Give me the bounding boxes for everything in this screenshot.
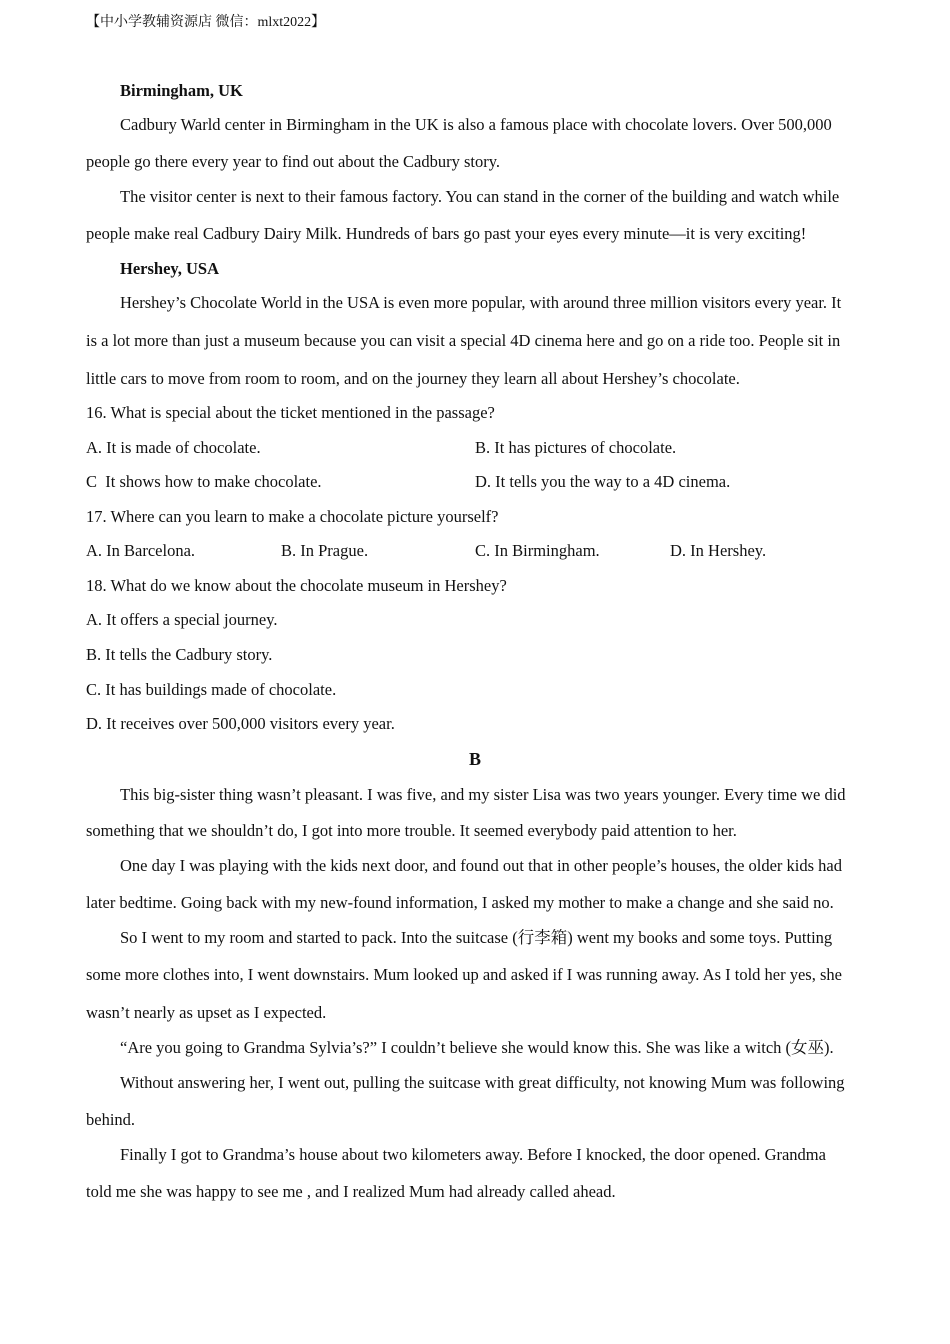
paragraph-line: Hershey’s Chocolate World in the USA is even more popular, with around three million visitors every year. It [120,293,842,312]
q16-option-a: A. It is made of chocolate. [86,438,261,457]
paragraph-line: people make real Cadbury Dairy Milk. Hundreds of bars go past your eyes every minute—it is very exciting! [86,224,807,243]
q17-option-a: A. In Barcelona. [86,541,196,560]
paragraph-line: Cadbury Warld center in Birmingham in the UK is also a famous place with chocolate lovers. Over 500,000 [120,115,832,134]
q17-option-b: B. In Prague. [281,541,369,560]
paragraph-line: One day I was playing with the kids next door, and found out that in other people’s houses, the older kids had [120,856,842,875]
q16-option-d: D. It tells you the way to a 4D cinema. [475,472,731,491]
paragraph-line: something that we shouldn’t do, I got into more trouble. It seemed everybody paid attention to her. [86,821,737,840]
paragraph-line: wasn’t nearly as upset as I expected. [86,1003,327,1022]
q17-option-c: C. In Birmingham. [475,541,600,560]
paragraph-line: Without answering her, I went out, pulling the suitcase with great difficulty, not knowing Mum was following [120,1073,845,1092]
paragraph-line: told me she was happy to see me , and I realized Mum had already called ahead. [86,1182,616,1201]
paragraph-line: This big-sister thing wasn’t pleasant. I was five, and my sister Lisa was two years younger. Every time we did [120,785,846,804]
paragraph-line: Finally I got to Grandma’s house about two kilometers away. Before I knocked, the door opened. Grandma [120,1145,826,1164]
paragraph-line: “Are you going to Grandma Sylvia’s?” I couldn’t believe she would know this. She was like a witch (女巫). [120,1038,834,1057]
question-18: 18. What do we know about the chocolate museum in Hershey? [86,576,507,595]
page-header: 【中小学教辅资源店 微信：mlxt2022】 [86,15,326,30]
paragraph-line: people go there every year to find out about the Cadbury story. [86,152,501,171]
section-b-title: B [468,749,481,769]
heading-birmingham: Birmingham, UK [120,81,243,100]
q16-option-c: C It shows how to make chocolate. [86,472,322,491]
question-17: 17. Where can you learn to make a chocolate picture yourself? [86,507,499,526]
q17-option-d: D. In Hershey. [670,541,767,560]
q18-option-c: C. It has buildings made of chocolate. [86,680,337,699]
q18-option-a: A. It offers a special journey. [86,610,278,629]
paragraph-line: is a lot more than just a museum because you can visit a special 4D cinema here and go on a ride too. People sit in [86,331,841,350]
q16-option-b: B. It has pictures of chocolate. [475,438,677,457]
q18-option-d: D. It receives over 500,000 visitors every year. [86,714,395,733]
q18-option-b: B. It tells the Cadbury story. [86,645,273,664]
paragraph-line: behind. [86,1110,136,1129]
heading-hershey: Hershey, USA [120,259,219,278]
paragraph-line: later bedtime. Going back with my new-found information, I asked my mother to make a change and she said no. [86,893,834,912]
paragraph-line: some more clothes into, I went downstairs. Mum looked up and asked if I was running away. As I told her yes, she [86,965,842,984]
question-16: 16. What is special about the ticket mentioned in the passage? [86,403,495,422]
paragraph-line: The visitor center is next to their famous factory. You can stand in the corner of the building and watch while [120,187,840,206]
paragraph-line: So I went to my room and started to pack. Into the suitcase (行李箱) went my books and some toys. Putting [120,928,833,947]
paragraph-line: little cars to move from room to room, and on the journey they learn all about Hershey’s chocolate. [86,369,740,388]
